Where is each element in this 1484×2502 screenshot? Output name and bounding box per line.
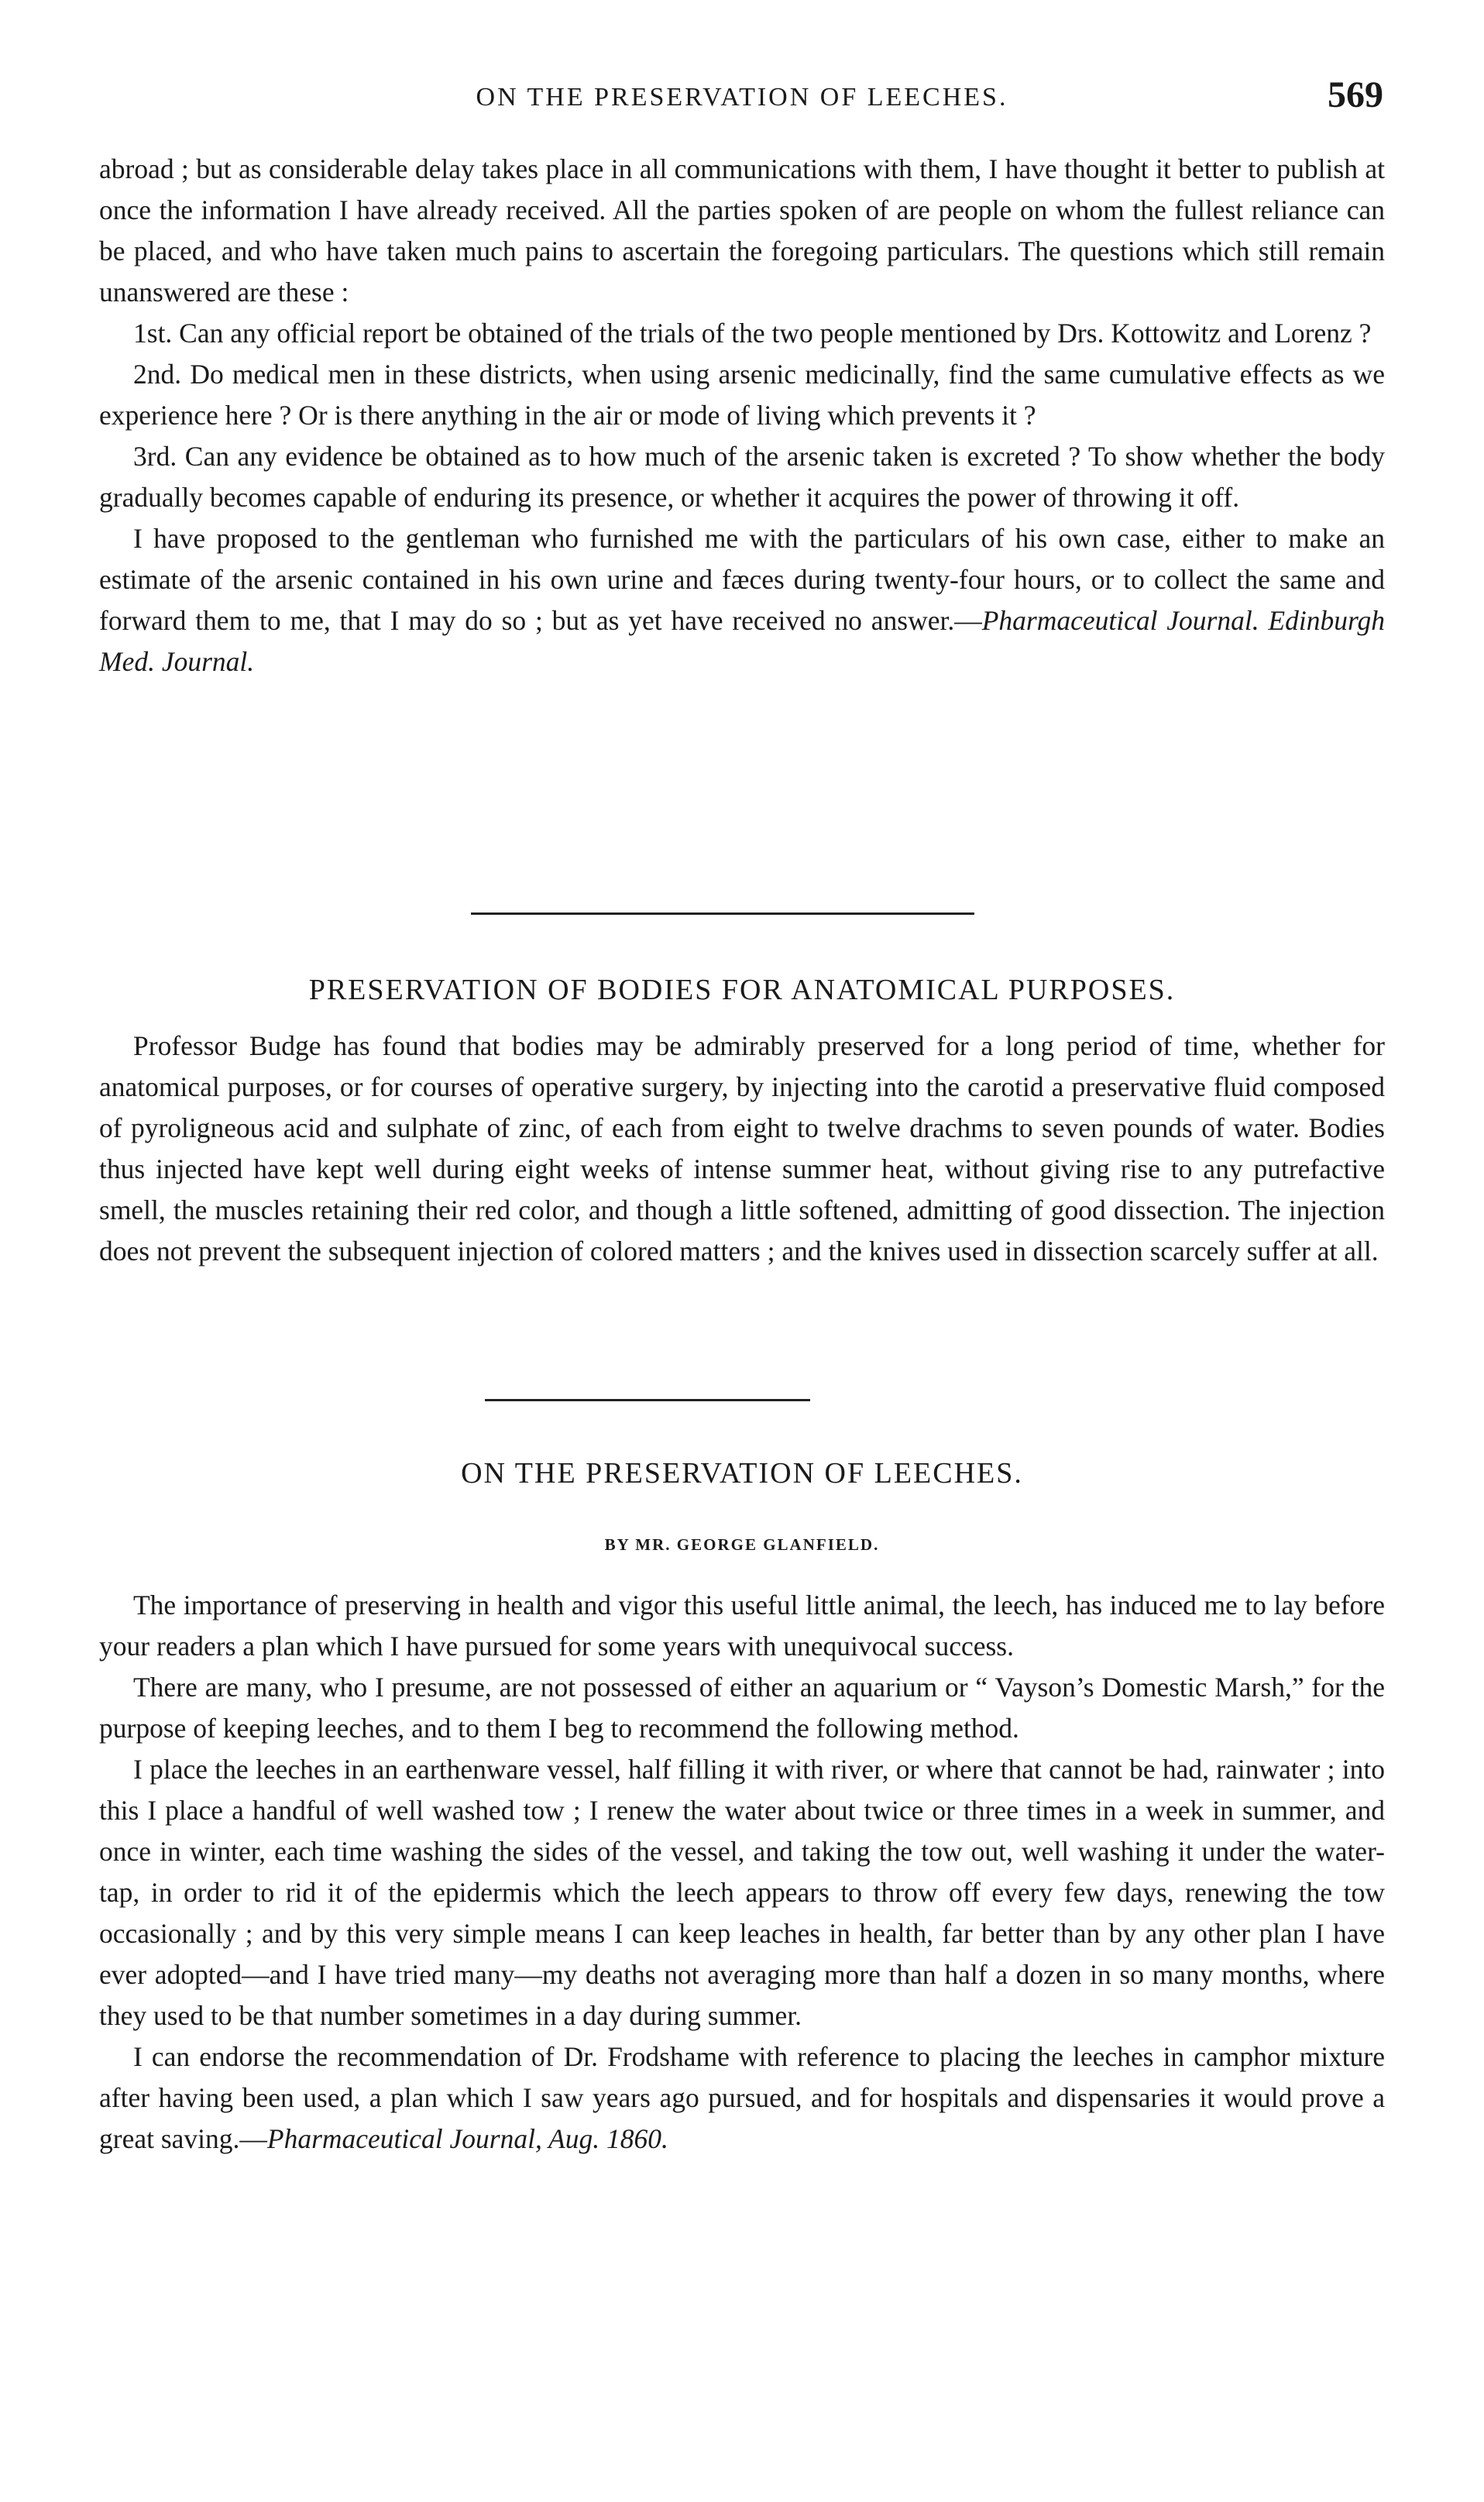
section-title: PRESERVATION OF BODIES FOR ANATOMICAL PURPOSES. (308, 974, 1176, 1006)
anatomical-preservation-article (99, 1026, 1385, 1272)
leeches-article (99, 1585, 1385, 2160)
paragraph: There are many, who I presume, are not possessed of either an aquarium or “ Vayson’s Domestic Marsh,” for the purpose of keeping leeches, and to them I beg to recommend the following method. (99, 1672, 1385, 1744)
paragraph: 1st. Can any official report be obtained of the trials of the two people mentioned by Drs. Kottowitz and Lorenz ? (133, 318, 1372, 349)
paragraph: I place the leeches in an earthenware vessel, half filling it with river, or where that cannot be had, rainwater ; into this I place a handful of well washed tow ; I renew the water about twice or three times in a week in summer, and once in winter, each time washing the sides of the vessel, and taking the tow out, well washing it under the water-tap, in order to rid it of the epidermis which the leech appears to throw off every few days, renewing the tow occasionally ; and by this very simple means I can keep leaches in health, far better than by any other plan I have ever adopted—and I have tried many—my deaths not averaging more than half a dozen in so many months, where they used to be that number sometimes in a day during summer. (99, 1754, 1385, 2031)
paragraph-text: I have proposed to the gentleman who furnished me with the particulars of his own case, either to make an estimate of the arsenic contained in his own urine and fæces during twenty-four hours, or to collect the same and forward them to me, that I may do so ; but as yet have received no answer.— (99, 523, 1385, 636)
section-divider (471, 912, 974, 915)
paragraph (99, 518, 1385, 682)
section-title: ON THE PRESERVATION OF LEECHES. (461, 1457, 1023, 1490)
paragraph: The importance of preserving in health and vigor this useful little animal, the leech, has induced me to lay before your readers a plan which I have pursued for some years with unequivocal success. (99, 1590, 1385, 1662)
paragraph: 3rd. Can any evidence be obtained as to how much of the arsenic taken is excreted ? To show whether the body gradually becomes capable of enduring its presence, or whether it acquires the power of throwing it off. (99, 441, 1385, 513)
citation: Pharmaceutical Journal. Edinburgh Med. Journal. (99, 605, 1385, 677)
paragraph: 2nd. Do medical men in these districts, when using arsenic medicinally, find the same cumulative effects as we experience here ? Or is there anything in the air or mode of living which prevents it ? (99, 359, 1385, 431)
running-title: ON THE PRESERVATION OF LEECHES. (476, 83, 1008, 112)
running-head (101, 74, 1383, 120)
byline: BY MR. GEORGE GLANFIELD. (604, 1535, 880, 1554)
page-number: 569 (1328, 74, 1383, 115)
paragraph: Professor Budge has found that bodies may be admirably preserved for a long period of time, whether for anatomical purposes, or for courses of operative surgery, by injecting into the carotid a preservative fluid composed of pyroligneous acid and sulphate of zinc, of each from eight to twelve drachms to seven pounds of water. Bodies thus injected have kept well during eight weeks of intense summer heat, without giving rise to any putrefactive smell, the muscles retaining their red color, and though a little softened, admitting of good dissection. The injection does not prevent the subsequent injection of colored matters ; and the knives used in dissection scarcely suffer at all. (99, 1030, 1385, 1266)
paragraph-text: I can endorse the recommendation of Dr. Frodshame with reference to placing the leeches in camphor mixture after having been used, a plan which I saw years ago pursued, and for hospitals and dispensaries it would prove a great saving.— (99, 2041, 1385, 2154)
citation: Pharmaceutical Journal, Aug. 1860. (266, 2123, 668, 2154)
section-divider (485, 1399, 810, 1401)
arsenic-article-continuation (99, 149, 1385, 682)
paragraph: abroad ; but as considerable delay takes place in all communications with them, I have thought it better to publish at once the information I have already received. All the parties spoken of are people on whom the fullest reliance can be placed, and who have taken much pains to ascertain the foregoing particulars. The questions which still remain unanswered are these : (99, 153, 1385, 308)
paragraph (99, 2036, 1385, 2160)
